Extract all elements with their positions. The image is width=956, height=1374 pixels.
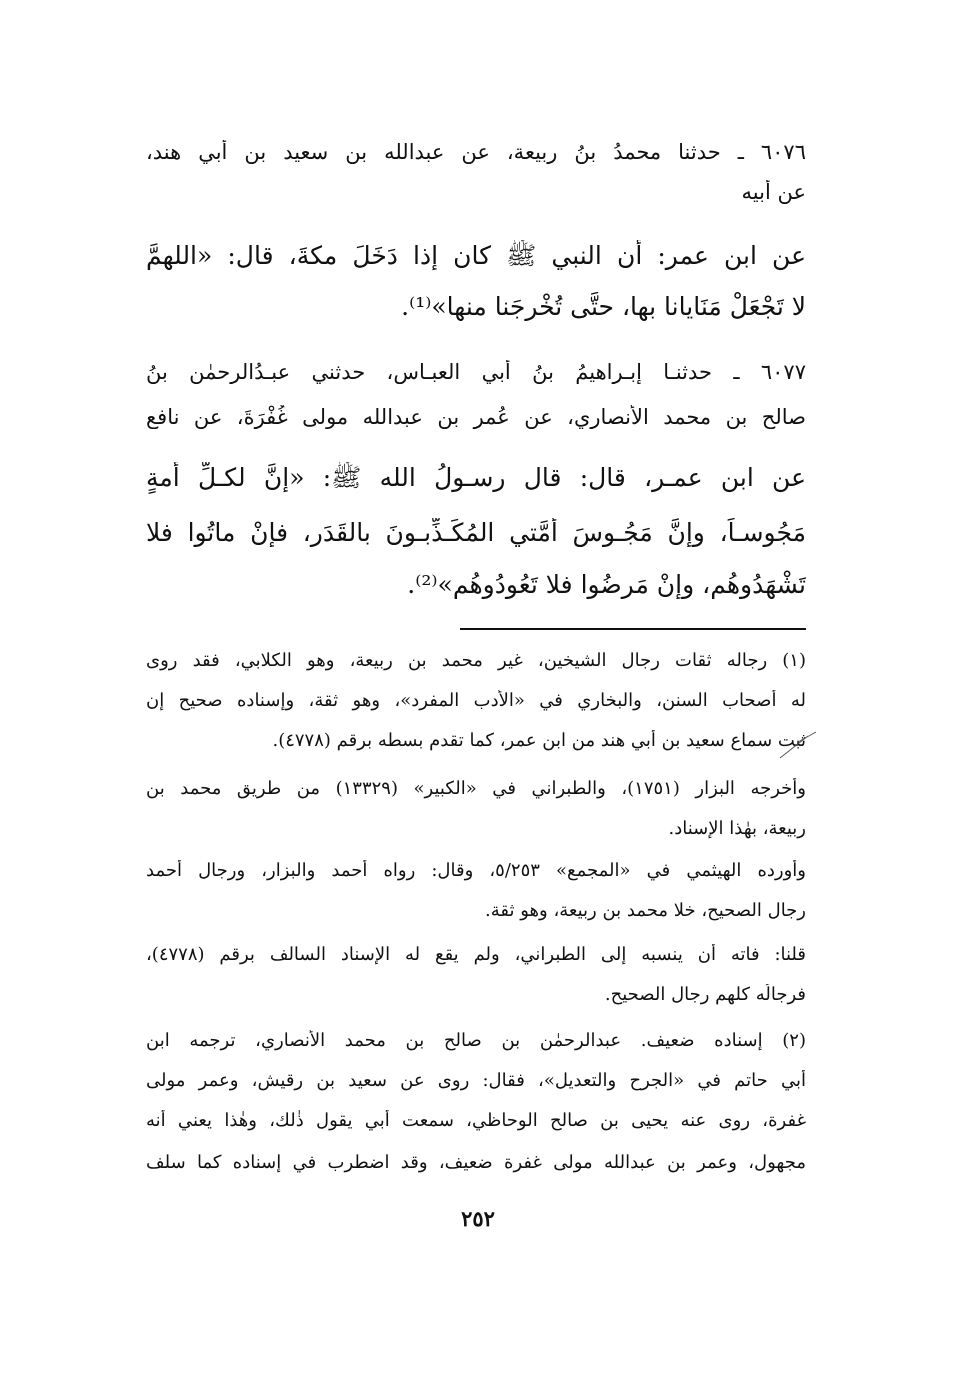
footnote-2-line-3: غفرة، روى عنه يحيى بن صالح الوحاظي، سمعت أبي يقول ذٰلك، وهٰذا يعني أنه (146, 1110, 806, 1131)
pen-mark-icon (778, 730, 818, 760)
footnote-1-p2-line-1: وأخرجه البزار (١٧٥١)، والطبراني في «الكبير» (١٣٣٢٩) من طريق محمد بن (146, 778, 806, 799)
footnote-1-p3-line-2: رجال الصحيح، خلا محمد بن ربيعة، وهو ثقة. (485, 900, 806, 921)
footnote-1-p2-line-2: ربيعة، بهٰذا الإسناد. (668, 818, 806, 839)
page-number: ٢٥٢ (461, 1206, 495, 1231)
footnote-2-line-2: أبي حاتم في «الجرح والتعديل»، فقال: روى عن سعيد بن رقيش، وعمر مولى (146, 1070, 806, 1091)
hadith-6076-isnad-line-1: ٦٠٧٦ ـ حدثنا محمدُ بنُ ربيعة، عن عبدالله بن سعيد بن أبي هند، (146, 140, 806, 164)
hadith-6077-matn-line-3: تَشْهَدُوهُم، وإنْ مَرِضُوا فلا تَعُودُوهُم»⁽²⁾. (407, 570, 806, 599)
footnote-2-line-4: مجهول، وعمر بن عبدالله مولى غفرة ضعيف، وقد اضطرب في إسناده كما سلف (146, 1152, 806, 1173)
hadith-6077-matn-line-2: مَجُوسـاً، وإنَّ مَجُـوسَ أُمَّتي المُكَـذِّبـونَ بالقَدَر، فإنْ ماتُوا فلا (146, 518, 806, 547)
footnote-divider (460, 628, 806, 630)
footnote-2-line-1: (٢) إسناده ضعيف. عبدالرحمٰن بن صالح بن محمد الأنصاري، ترجمه ابن (146, 1030, 806, 1051)
footnote-1-p3-line-1: وأورده الهيثمي في «المجمع» ٥/٢٥٣، وقال: رواه أحمد والبزار، ورجال أحمد (146, 860, 806, 881)
hadith-6077-isnad-line-2: صالح بن محمد الأنصاري، عن عُمر بن عبدالله مولى غُفْرَةَ، عن نافع (146, 405, 806, 429)
footnote-1-p4-line-1: قلنا: فاته أن ينسبه إلى الطبراني، ولم يقع له الإسناد السالف برقم (٤٧٧٨)، (146, 944, 806, 965)
footnote-1-p1-line-2: له أصحاب السنن، والبخاري في «الأدب المفرد»، وهو ثقة، وإسناده صحيح إن (146, 690, 806, 711)
hadith-6076-isnad-line-2: عن أبيه (741, 180, 806, 204)
hadith-6077-isnad-line-1: ٦٠٧٧ ـ حدثنـا إبـراهيمُ بنُ أبي العبـاس، حدثني عبـدُالرحمٰن بنُ (146, 360, 806, 384)
hadith-6076-matn-line-2: لا تَجْعَلْ مَنَايانا بها، حتَّى تُخْرِجَنا منها»⁽¹⁾. (401, 292, 806, 321)
footnote-1-p1-line-3: ثبت سماع سعيد بن أبي هند من ابن عمر، كما تقدم بسطه برقم (٤٧٧٨). (272, 730, 806, 751)
footnote-1-p4-line-2: فرجالُه كلهم رجال الصحيح. (604, 984, 806, 1005)
hadith-6077-matn-line-1: عن ابن عمـر، قال: قال رسـولُ الله ﷺ: «إنَّ لكـلِّ أُمةٍ (146, 463, 806, 492)
hadith-6076-matn-line-1: عن ابن عمر: أن النبي ﷺ كان إذا دَخَلَ مكةَ، قال: «اللهمَّ (146, 241, 806, 270)
footnote-1-p1-line-1: (١) رجاله ثقات رجال الشيخين، غير محمد بن ربيعة، وهو الكلابي، فقد روى (146, 650, 806, 671)
